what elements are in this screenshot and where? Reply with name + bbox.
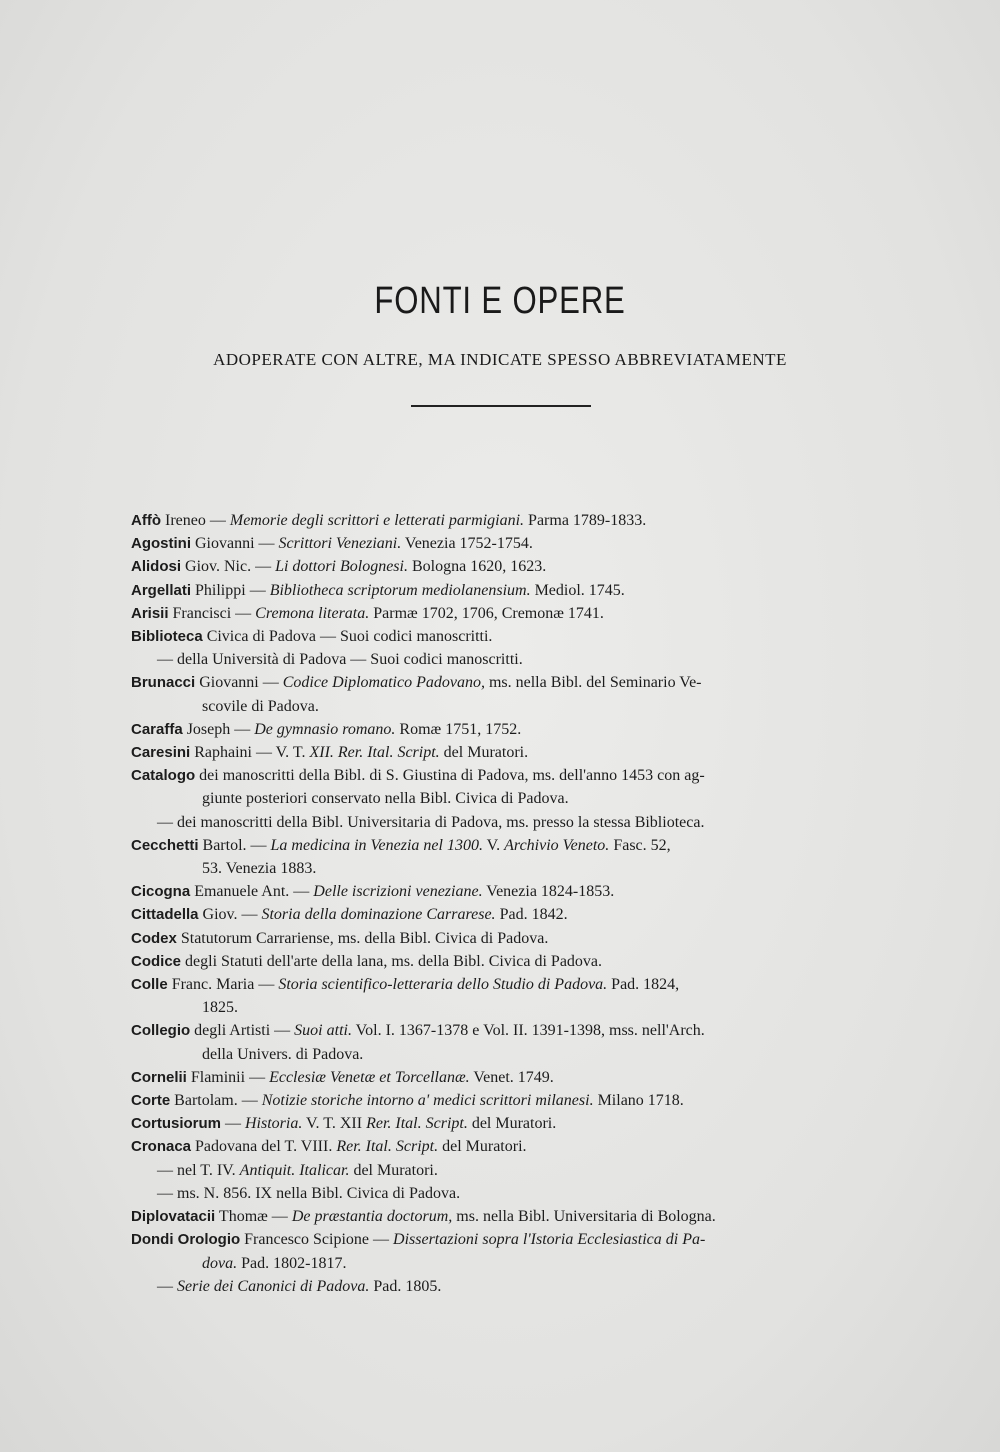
bibliography-entry	[131, 1019, 887, 1042]
entry-text: Milano 1718.	[593, 1092, 684, 1110]
entry-title-text: Suoi atti.	[294, 1022, 352, 1040]
entry-author: Agostini	[131, 535, 191, 553]
entry-text: ms. nella Bibl. Universitaria di Bologna.	[452, 1208, 716, 1226]
bibliography-entry	[131, 973, 887, 996]
entry-text: Mediol. 1745.	[530, 581, 625, 599]
entry-text: Parmæ 1702, 1706, Cremonæ 1741.	[369, 604, 604, 622]
entry-author: Biblioteca	[131, 628, 203, 646]
entry-text: degli Artisti —	[190, 1022, 295, 1040]
entry-title-text: De præstantia doctorum,	[291, 1208, 453, 1226]
bibliography-entry	[131, 834, 887, 857]
entry-text: Giov. Nic. —	[181, 558, 276, 576]
entry-text: Emanuele Ant. —	[190, 883, 314, 901]
entry-author: Caresini	[131, 744, 191, 762]
entry-text: —	[157, 1277, 177, 1295]
entry-text: Flaminii —	[186, 1068, 270, 1086]
bibliography-entry	[131, 1135, 887, 1158]
entry-text: — della Università di Padova — Suoi codici manoscritti.	[157, 651, 523, 669]
entry-title-text: Storia della dominazione Carrarese.	[261, 906, 496, 924]
bibliography-entry-continuation	[131, 787, 887, 810]
entry-title-text: Notizie storiche intorno a' medici scrittori milanesi.	[261, 1092, 594, 1110]
entry-text: dei manoscritti della Bibl. di S. Giustina di Padova, ms. dell'anno 1453 con ag-	[195, 767, 705, 785]
bibliography-entry	[131, 602, 887, 625]
entry-title-text: Delle iscrizioni veneziane.	[313, 883, 483, 901]
entry-text: Bologna 1620, 1623.	[407, 558, 547, 576]
entry-text: — nel T. IV.	[157, 1161, 240, 1179]
entry-text: Vol. I. 1367-1378 e Vol. II. 1391-1398, mss. nell'Arch.	[351, 1022, 705, 1040]
entry-title-text: Scrittori Veneziani.	[278, 535, 402, 553]
entry-author: Cecchetti	[131, 836, 199, 854]
entry-text: Venet. 1749.	[469, 1068, 554, 1086]
bibliography-entry	[131, 927, 887, 950]
entry-title-text: dova.	[202, 1254, 238, 1272]
entry-text: Pad. 1802-1817.	[237, 1254, 347, 1272]
entry-author: Catalogo	[131, 767, 196, 785]
entry-text: Venezia 1752-1754.	[401, 535, 533, 553]
entry-author: Argellati	[131, 581, 192, 599]
entry-author: Colle	[131, 976, 168, 994]
bibliography-entry	[131, 903, 887, 926]
entry-text: del Muratori.	[438, 1138, 527, 1156]
bibliography-entry	[131, 1275, 887, 1298]
entry-author: Arisii	[131, 604, 169, 622]
entry-text: del Muratori.	[349, 1161, 438, 1179]
bibliography-entry	[131, 509, 887, 532]
entry-text: giunte posteriori conservato nella Bibl. Civica di Padova.	[202, 790, 569, 808]
entry-text: del Muratori.	[467, 1115, 557, 1133]
entry-title-text: La medicina in Venezia nel 1300.	[270, 836, 483, 854]
entry-title-text: Cremona literata.	[255, 604, 370, 622]
entry-title-text: Codice Diplomatico Padovano,	[282, 674, 485, 692]
entry-text: Pad. 1842.	[495, 906, 568, 924]
entry-text: Thomæ —	[215, 1208, 292, 1226]
entry-title-text: Dissertazioni sopra l'Istoria Ecclesiastica di Pa-	[393, 1231, 706, 1249]
entry-author: Cittadella	[131, 906, 199, 924]
page-title: FONTI E OPERE	[374, 280, 626, 322]
entry-text: Ireneo —	[161, 512, 230, 529]
entry-text: Philippi —	[191, 581, 270, 599]
entry-author: Cicogna	[131, 883, 191, 901]
entry-author: Caraffa	[131, 720, 183, 738]
entry-author: Cornelii	[131, 1068, 187, 1086]
entry-title-text: De gymnasio romano.	[254, 720, 396, 738]
entry-author: Cronaca	[131, 1138, 192, 1156]
bibliography-entry	[131, 532, 887, 555]
bibliography-entry	[131, 880, 887, 903]
entry-text: — ms. N. 856. IX nella Bibl. Civica di Padova.	[157, 1184, 461, 1202]
bibliography-entry	[131, 1159, 887, 1182]
entry-text: ms. nella Bibl. del Seminario Ve-	[484, 674, 702, 692]
entry-author: Corte	[131, 1092, 171, 1110]
entry-text: degli Statuti dell'arte della lana, ms. della Bibl. Civica di Padova.	[181, 952, 603, 970]
entry-text: 53. Venezia 1883.	[202, 860, 317, 878]
page-subtitle: ADOPERATE CON ALTRE, MA INDICATE SPESSO ABBREVIATAMENTE	[213, 350, 787, 369]
entry-author: Codex	[131, 929, 177, 947]
entry-text: della Univers. di Padova.	[202, 1045, 364, 1063]
entry-text: V. T. XII	[302, 1115, 367, 1133]
entry-text: scovile di Padova.	[202, 697, 319, 715]
bibliography-entry	[131, 555, 887, 578]
bibliography-entry-continuation	[131, 996, 887, 1019]
entry-text: Bartol. —	[198, 836, 271, 854]
entry-text: Pad. 1805.	[369, 1277, 442, 1295]
bibliography-entry	[131, 1182, 887, 1205]
entry-text: Raphaini — V. T.	[190, 744, 310, 762]
entry-text: V.	[482, 836, 505, 854]
bibliography-entry	[131, 811, 887, 834]
entry-author: Brunacci	[131, 674, 196, 692]
entry-text: Giovanni —	[191, 535, 279, 553]
bibliography-entry	[131, 1228, 887, 1251]
entry-text: 1825.	[202, 999, 238, 1017]
entry-text: — dei manoscritti della Bibl. Universitaria di Padova, ms. presso la stessa Biblioteca.	[157, 813, 705, 831]
bibliography-entry	[131, 741, 887, 764]
entry-title-text: Storia scientifico-letteraria dello Studio di Padova.	[278, 976, 608, 994]
entry-text: Civica di Padova — Suoi codici manoscritti.	[202, 628, 493, 646]
entry-title-text: Serie dei Canonici di Padova.	[177, 1277, 370, 1295]
bibliography-entry	[131, 625, 887, 648]
entry-text: Statutorum Carrariense, ms. della Bibl. Civica di Padova.	[176, 929, 549, 947]
entry-text: Francisci —	[168, 604, 256, 622]
entry-text: Franc. Maria —	[167, 976, 279, 994]
entry-text: del Muratori.	[439, 744, 529, 762]
entry-title-text: Bibliotheca scriptorum mediolanensium.	[269, 581, 531, 599]
bibliography-entry	[131, 671, 887, 694]
entry-author: Codice	[131, 952, 182, 970]
entry-text: Francesco Scipione —	[240, 1231, 394, 1249]
entry-text: Fasc. 52,	[609, 836, 671, 854]
entry-author: Alidosi	[131, 558, 182, 576]
entry-text: Pad. 1824,	[607, 976, 680, 994]
entry-text: Padovana del T. VIII.	[191, 1138, 337, 1156]
entry-author: Affò	[131, 512, 161, 529]
bibliography-list	[131, 509, 887, 1298]
bibliography-entry	[131, 648, 887, 671]
bibliography-entry	[131, 1112, 887, 1135]
entry-text: Joseph —	[182, 720, 255, 738]
bibliography-entry	[131, 1205, 887, 1228]
entry-text: —	[221, 1115, 245, 1133]
title-divider	[411, 405, 591, 407]
entry-author: Diplovatacii	[131, 1208, 216, 1226]
entry-author: Cortusiorum	[131, 1115, 221, 1133]
bibliography-entry	[131, 1089, 887, 1112]
bibliography-entry	[131, 718, 887, 741]
entry-title-text: Rer. Ital. Script.	[336, 1138, 439, 1156]
entry-text: Giov. —	[198, 906, 262, 924]
entry-text: Venezia 1824-1853.	[482, 883, 615, 901]
entry-text: Giovanni —	[195, 674, 283, 692]
entry-title-text: Rer. Ital. Script.	[366, 1115, 468, 1133]
entry-title-text: Li dottori Bolognesi.	[275, 558, 408, 576]
entry-title-text: XII. Rer. Ital. Script.	[309, 744, 440, 762]
entry-text: Romæ 1751, 1752.	[395, 720, 522, 738]
bibliography-entry-continuation	[131, 695, 887, 718]
entry-title-text: Ecclesiæ Venetæ et Torcellanæ.	[269, 1068, 470, 1086]
entry-title-text: Memorie degli scrittori e letterati parmigiani.	[229, 512, 525, 529]
entry-author: Collegio	[131, 1022, 191, 1040]
bibliography-entry	[131, 764, 887, 787]
bibliography-entry-continuation	[131, 857, 887, 880]
entry-author: Dondi Orologio	[131, 1231, 241, 1249]
bibliography-entry	[131, 950, 887, 973]
entry-title-text: Archivio Veneto.	[504, 836, 610, 854]
bibliography-entry	[131, 579, 887, 602]
bibliography-entry-continuation	[131, 1252, 887, 1275]
bibliography-entry-continuation	[131, 1043, 887, 1066]
entry-text: Parma 1789-1833.	[524, 512, 647, 529]
entry-title-text: Antiquit. Italicar.	[239, 1161, 350, 1179]
bibliography-entry	[131, 1066, 887, 1089]
entry-title-text: Historia.	[245, 1115, 303, 1133]
entry-text: Bartolam. —	[170, 1092, 262, 1110]
